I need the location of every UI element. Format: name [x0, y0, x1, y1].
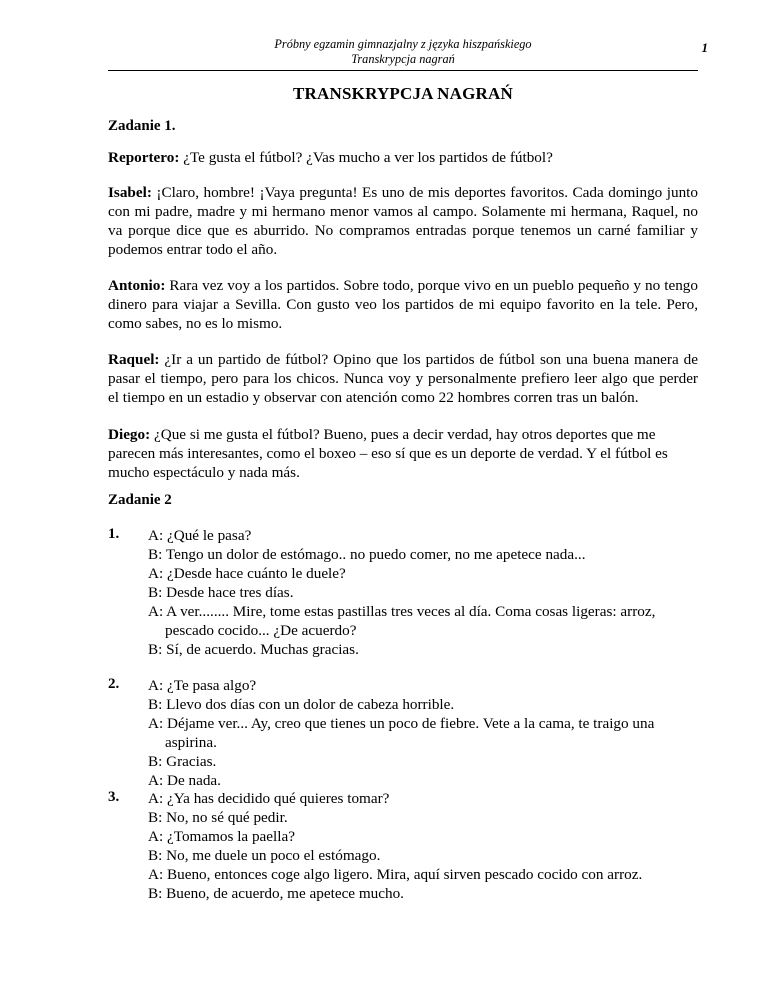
- dialogue-line: B: Bueno, de acuerdo, me apetece mucho.: [148, 885, 404, 902]
- dialogue-line: A: A ver........ Mire, tome estas pastillas tres veces al día. Coma cosas ligeras: arroz,: [148, 603, 656, 620]
- speaker-label: Reportero:: [108, 149, 180, 166]
- dialogue-line: aspirina.: [165, 734, 217, 751]
- dialogue-number: 1.: [108, 526, 120, 542]
- dialogue-3: [148, 789, 698, 903]
- dialogue-2: [148, 676, 698, 790]
- speech-text: ¡Claro, hombre! ¡Vaya pregunta! Es uno de mis deportes favoritos. Cada domingo junto con mi padre, madre y mi hermano menor vamos al campo. Solamente mi hermana, Raquel, no va porque dice que es aburrido. No compramos entradas porque tenemos un carné familiar y podemos entrar todo el año.: [108, 184, 698, 258]
- dialogue-line: B: Desde hace tres días.: [148, 584, 294, 601]
- running-header: [108, 37, 698, 67]
- paragraph-antonio: [108, 276, 698, 333]
- header-subtitle: Transkrypcja nagrań: [351, 52, 455, 66]
- dialogue-line: A: ¿Te pasa algo?: [148, 677, 257, 694]
- task2-heading: Zadanie 2: [108, 492, 172, 508]
- speaker-label: Antonio:: [108, 277, 166, 294]
- page-number: 1: [701, 40, 708, 55]
- speech-text: ¿Ir a un partido de fútbol? Opino que los partidos de fútbol son una buena manera de pasar el tiempo, pero para los chicos. Nunca voy y personalmente prefiero leer algo que perder el tiempo en un estadio y observar con atención como 22 hombres corren tras un balón.: [108, 351, 698, 406]
- dialogue-line: B: Gracias.: [148, 753, 217, 770]
- speech-text: ¿Te gusta el fútbol? ¿Vas mucho a ver los partidos de fútbol?: [179, 149, 553, 166]
- dialogue-number: 3.: [108, 789, 120, 805]
- speaker-label: Raquel:: [108, 351, 160, 368]
- dialogue-line: A: ¿Ya has decidido qué quieres tomar?: [148, 790, 390, 807]
- dialogue-line: A: ¿Qué le pasa?: [148, 527, 252, 544]
- paragraph-raquel: [108, 350, 698, 407]
- header-exam-title: Próbny egzamin gimnazjalny z języka hiszpańskiego: [274, 37, 532, 51]
- header-rule: [108, 70, 698, 71]
- dialogue-line: A: Bueno, entonces coge algo ligero. Mira, aquí sirven pescado cocido con arroz.: [148, 866, 643, 883]
- dialogue-line: B: Tengo un dolor de estómago.. no puedo comer, no me apetece nada...: [148, 546, 586, 563]
- paragraph-reportero: [108, 148, 698, 167]
- dialogue-line: B: Sí, de acuerdo. Muchas gracias.: [148, 641, 359, 658]
- speech-text: Rara vez voy a los partidos. Sobre todo, porque vivo en un pueblo pequeño y no tengo dinero para viajar a Sevilla. Con gusto veo los partidos de mi equipo favorito en la tele. Pero, como sabes, no es lo mismo.: [108, 277, 698, 332]
- speaker-label: Diego:: [108, 426, 151, 443]
- speaker-label: Isabel:: [108, 184, 152, 201]
- dialogue-line: A: ¿Tomamos la paella?: [148, 828, 295, 845]
- dialogue-number: 2.: [108, 676, 120, 692]
- dialogue-line: B: No, me duele un poco el estómago.: [148, 847, 381, 864]
- paragraph-diego: [108, 425, 698, 482]
- task1-heading: Zadanie 1.: [108, 118, 176, 134]
- dialogue-line: pescado cocido... ¿De acuerdo?: [165, 622, 357, 639]
- dialogue-line: A: ¿Desde hace cuánto le duele?: [148, 565, 346, 582]
- paragraph-isabel: [108, 183, 698, 259]
- dialogue-line: A: Déjame ver... Ay, creo que tienes un poco de fiebre. Vete a la cama, te traigo una: [148, 715, 655, 732]
- dialogue-line: B: Llevo dos días con un dolor de cabeza horrible.: [148, 696, 455, 713]
- speech-text: ¿Que si me gusta el fútbol? Bueno, pues a decir verdad, hay otros deportes que me parecen más interesantes, como el boxeo – eso sí que es un deporte de verdad. Y el fútbol es mucho espectáculo y nada más.: [108, 426, 668, 481]
- dialogue-1: [148, 526, 698, 659]
- dialogue-line: B: No, no sé qué pedir.: [148, 809, 288, 826]
- dialogue-line: A: De nada.: [148, 772, 221, 789]
- page-title: TRANSKRYPCJA NAGRAŃ: [293, 84, 513, 103]
